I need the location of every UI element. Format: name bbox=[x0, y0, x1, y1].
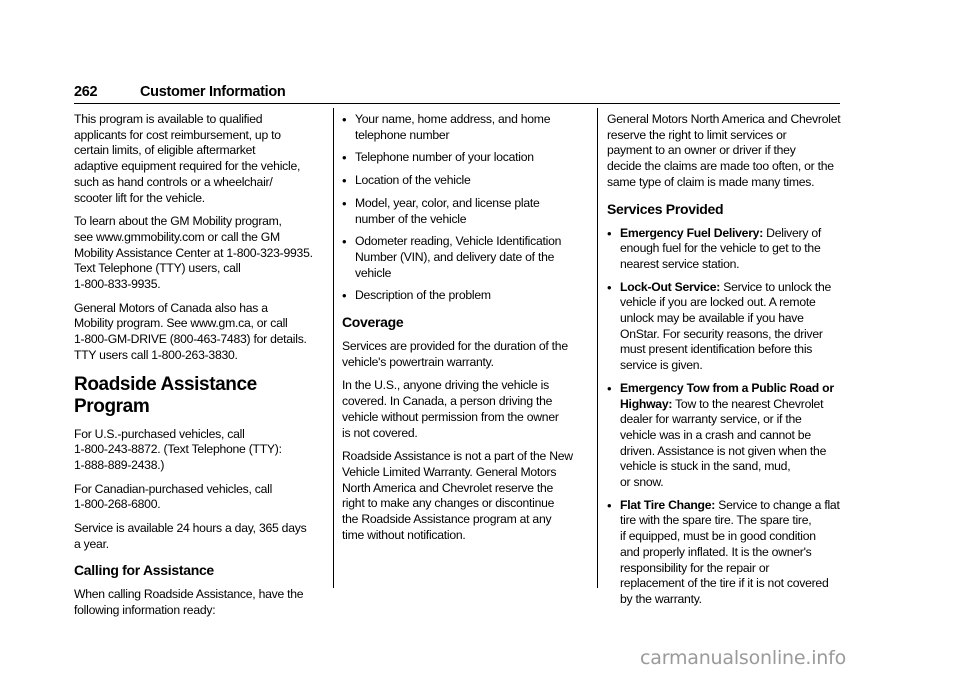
heading-roadside-assistance: Roadside Assistance Program bbox=[74, 373, 257, 417]
paragraph: To learn about the GM Mobility program, see www.gmmobility.com or call the GM Mobility Assistance Center at 1-800-323-9935. Text Telephone (TTY) users, call 1-800-833-9935. bbox=[74, 214, 313, 292]
service-description: Tow to the nearest Chevrolet dealer for warranty service, or if the vehicle was in a crash and cannot be driven. Assistance is not given when the vehicle is stuck in the sand, mud, or snow. bbox=[620, 396, 827, 490]
heading-services-provided: Services Provided bbox=[607, 200, 724, 217]
heading-calling-for-assistance: Calling for Assistance bbox=[74, 562, 214, 579]
service-name: Lock-Out Service: bbox=[620, 279, 721, 294]
paragraph: In the U.S., anyone driving the vehicle is covered. In Canada, a person driving the vehicle without permission from the owner is not covered. bbox=[342, 378, 559, 440]
list-item: • Model, year, color, and license plate number of the vehicle bbox=[342, 196, 587, 227]
service-name: Emergency Fuel Delivery: bbox=[620, 225, 764, 240]
watermark: carmanualsonline.info bbox=[640, 647, 847, 669]
list-item: • Telephone number of your location bbox=[342, 150, 587, 166]
column-divider bbox=[597, 108, 598, 588]
paragraph: When calling Roadside Assistance, have the following information ready: bbox=[74, 587, 304, 618]
list-item: • Odometer reading, Vehicle Identification Number (VIN), and delivery date of the vehicle bbox=[342, 234, 587, 281]
paragraph: Roadside Assistance is not a part of the New Vehicle Limited Warranty. General Motors North America and Chevrolet reserve the right to make any changes or discontinue the Roadside Assistance program at any time without notification. bbox=[342, 449, 573, 542]
paragraph: General Motors North America and Chevrolet reserve the right to limit services or payment to an owner or driver if they decide the claims are made too often, or the same type of claim is made many times. bbox=[607, 112, 841, 189]
paragraph: Service is available 24 hours a day, 365 days a year. bbox=[74, 521, 307, 551]
page-header bbox=[74, 82, 840, 104]
service-name: Emergency Tow from a Public Road or Highway: bbox=[620, 380, 834, 411]
paragraph: For Canadian-purchased vehicles, call 1-800-268-6800. bbox=[74, 481, 273, 512]
info-checklist bbox=[342, 112, 587, 304]
column-middle bbox=[342, 112, 587, 551]
list-item: • Description of the problem bbox=[342, 288, 587, 304]
list-item bbox=[607, 381, 845, 491]
heading-coverage: Coverage bbox=[342, 314, 404, 331]
page-number: 262 bbox=[74, 84, 98, 100]
column-divider bbox=[333, 108, 334, 588]
service-description: Delivery of enough fuel for the vehicle to get to the nearest service station. bbox=[620, 225, 821, 271]
paragraph: General Motors of Canada also has a Mobility program. See www.gm.ca, or call 1-800-GM-DRIVE (800-463-7483) for details. TTY users call 1-800-263-3830. bbox=[74, 300, 307, 362]
paragraph: For U.S.-purchased vehicles, call 1-800-243-8872. (Text Telephone (TTY): 1-888-889-2438.) bbox=[74, 426, 282, 472]
paragraph: Services are provided for the duration of the vehicle's powertrain warranty. bbox=[342, 339, 568, 369]
list-item: • Your name, home address, and home telephone number bbox=[342, 112, 587, 143]
service-name: Flat Tire Change: bbox=[620, 497, 716, 512]
list-item bbox=[607, 498, 845, 608]
list-item bbox=[607, 280, 845, 374]
list-item bbox=[607, 226, 845, 273]
section-title: Customer Information bbox=[140, 84, 286, 100]
service-description: Service to unlock the vehicle if you are locked out. A remote unlock may be available if you have OnStar. For security reasons, the driver must present identification before this service is given. bbox=[620, 279, 832, 373]
column-right bbox=[607, 112, 845, 615]
services-list bbox=[607, 226, 845, 608]
paragraph: This program is available to qualified applicants for cost reimbursement, up to certain limits, of eligible aftermarket adaptive equipment required for the vehicle, such as hand controls or a wheelchair/ scooter lift for the vehicle. bbox=[74, 112, 301, 205]
column-left bbox=[74, 112, 329, 627]
list-item: • Location of the vehicle bbox=[342, 173, 587, 189]
service-description: Service to change a flat tire with the spare tire. The spare tire, if equipped, must be in good condition and properly inflated. It is the owner's responsibility for the repair or replacement of the tire if it is not covered by the warranty. bbox=[620, 497, 840, 606]
